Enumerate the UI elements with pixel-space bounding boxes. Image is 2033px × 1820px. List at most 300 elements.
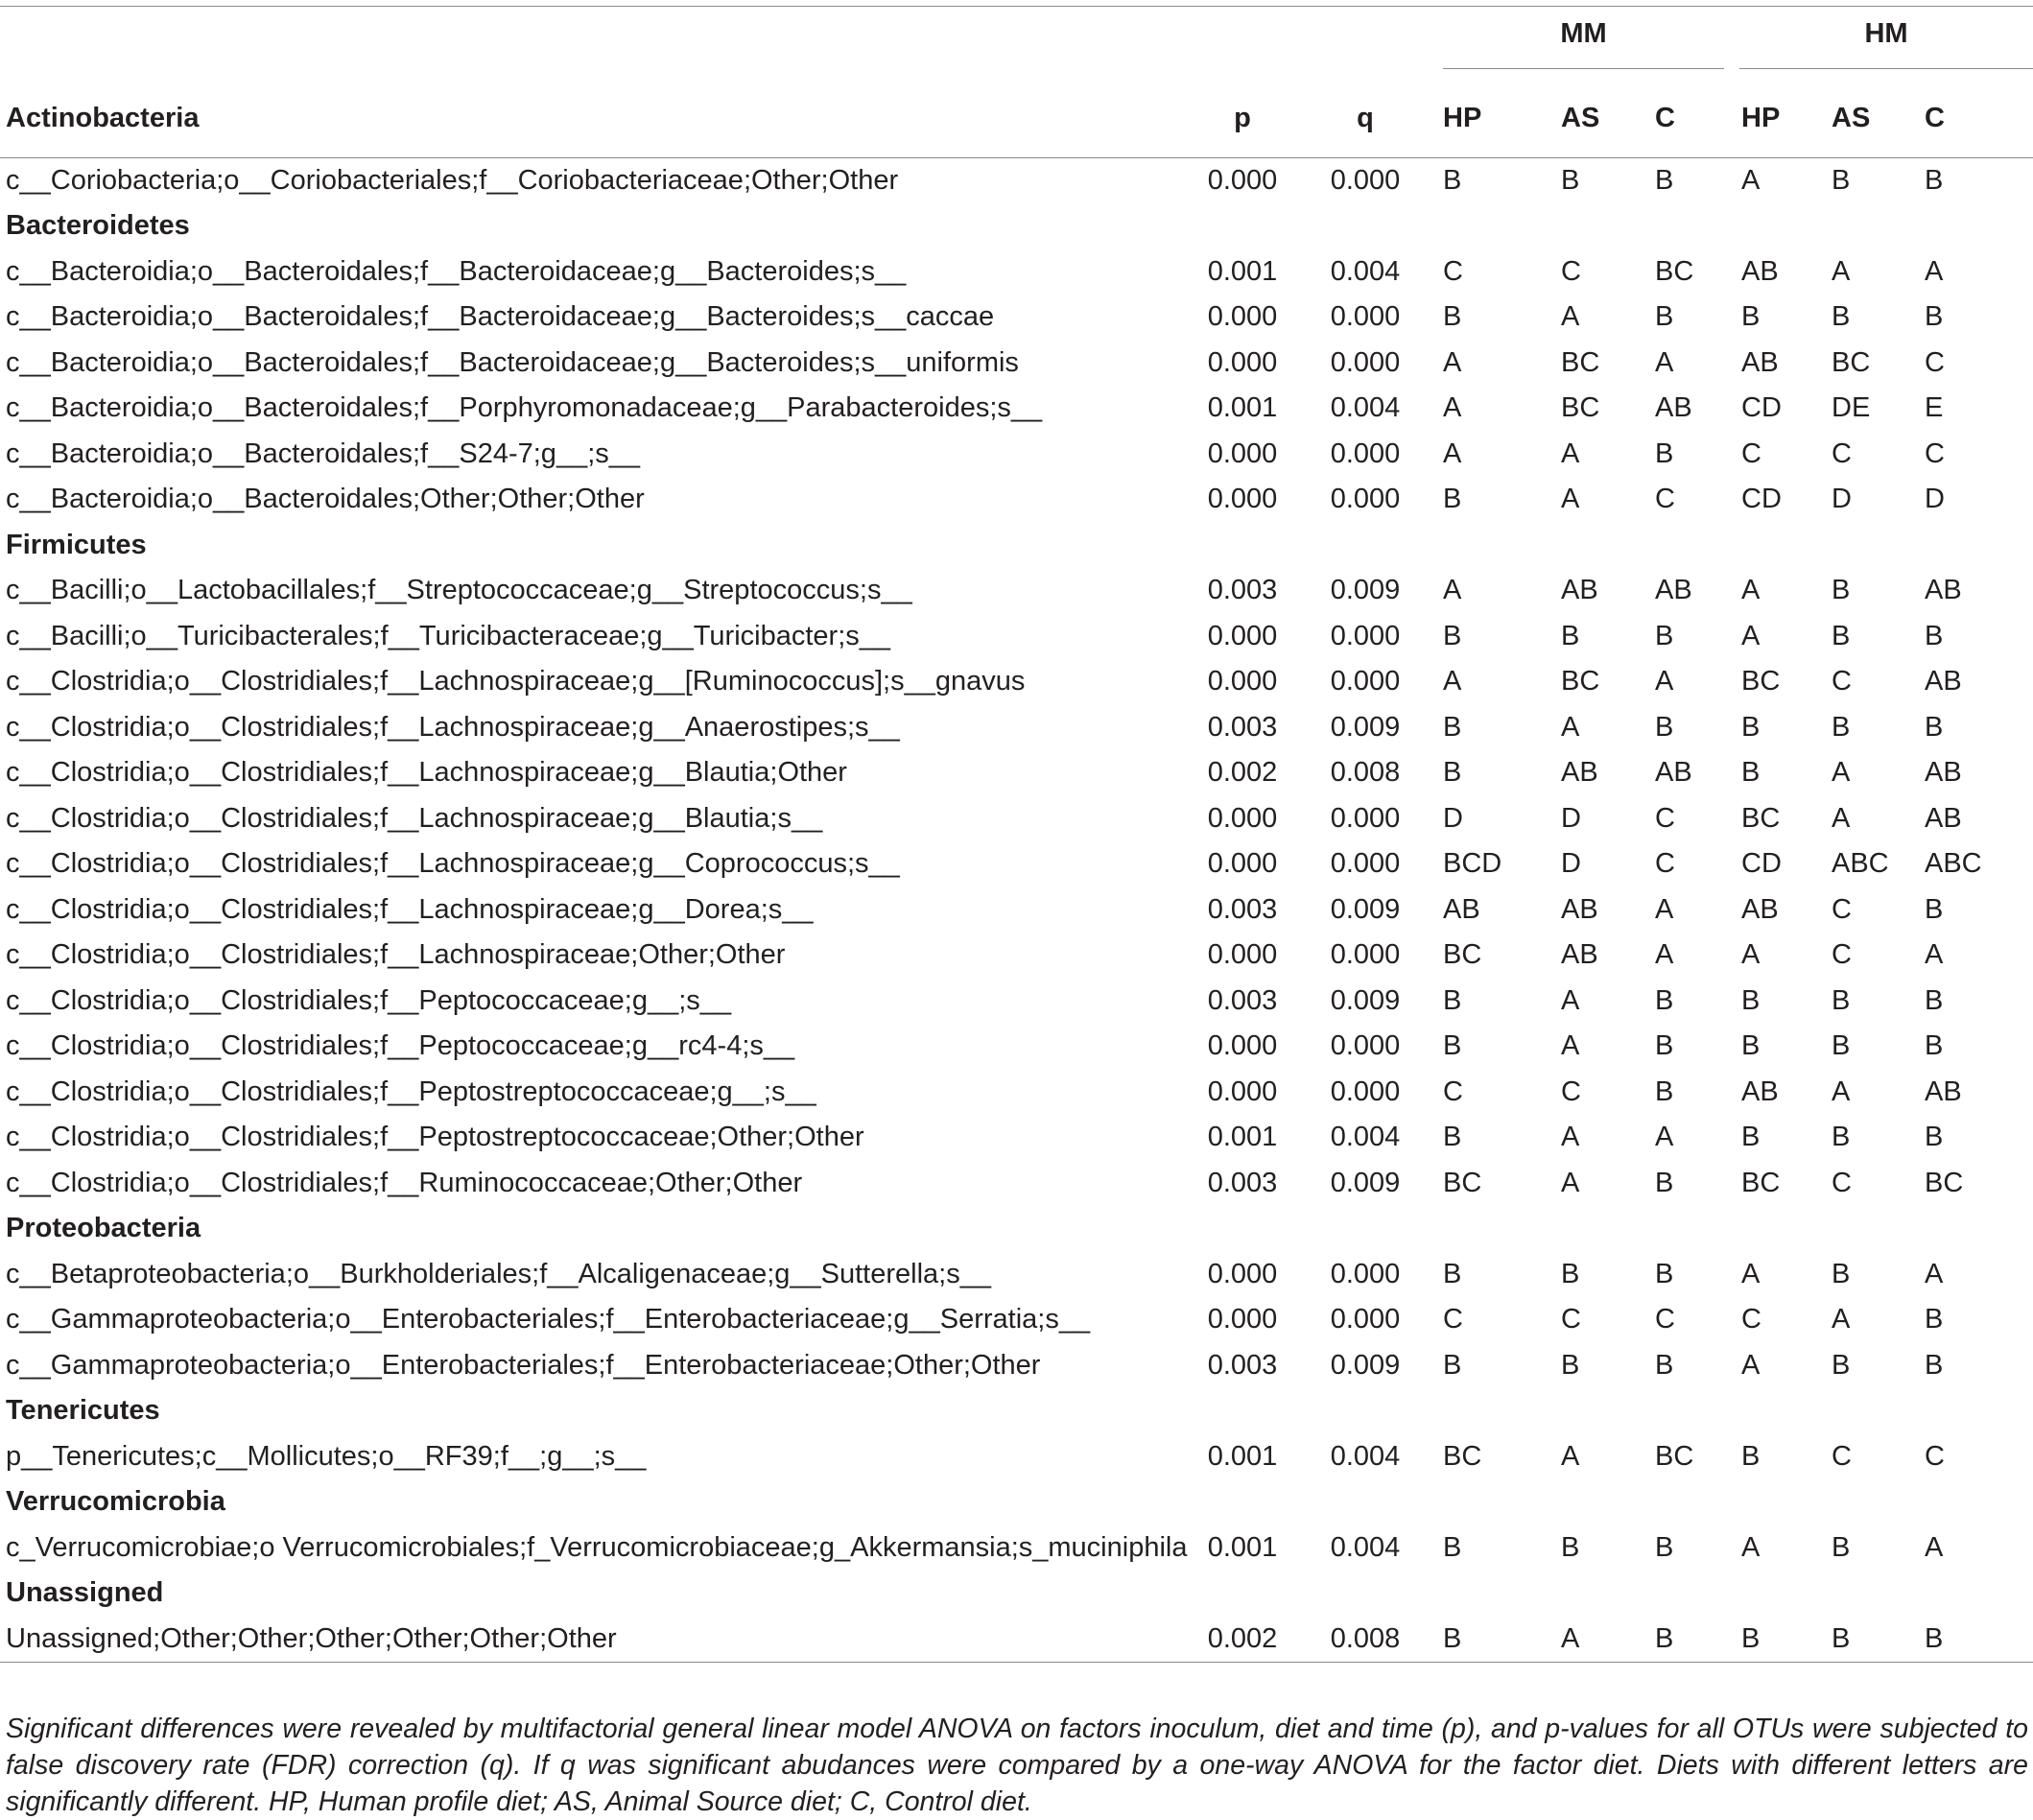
phylum-row-spacer bbox=[1549, 1479, 1643, 1525]
q-value: 0.004 bbox=[1330, 392, 1401, 424]
phylum-row-spacer bbox=[1186, 523, 1299, 569]
hm-hp-letter: CD bbox=[1741, 848, 1782, 880]
table-row bbox=[0, 1297, 2033, 1343]
mm-hp-letter: B bbox=[1431, 1617, 1549, 1663]
mm-c-letter: B bbox=[1655, 620, 1674, 651]
table-row bbox=[0, 1161, 2033, 1207]
mm-as-letter: A bbox=[1549, 1617, 1643, 1663]
mm-hp-letter: A bbox=[1443, 666, 1462, 697]
phylum-row-spacer bbox=[1431, 523, 1549, 569]
otu-taxon: c__Clostridia;o__Clostridiales;f__Lachnospiraceae;g__Anaerostipes;s__ bbox=[6, 711, 900, 743]
q-value: 0.008 bbox=[1330, 757, 1401, 789]
table-row bbox=[0, 1115, 2033, 1161]
hm-as-letter: B bbox=[1832, 1258, 1851, 1289]
phylum-row-spacer bbox=[1299, 1206, 1431, 1252]
table-row bbox=[0, 477, 2033, 523]
hm-as-letter: B bbox=[1832, 711, 1851, 743]
mm-c-letter: BC bbox=[1655, 255, 1694, 287]
hm-c-letter: AB bbox=[1925, 666, 1962, 697]
otu-taxon: c__Betaproteobacteria;o__Burkholderiales;f__Alcaligenaceae;g__Sutterella;s__ bbox=[6, 1258, 991, 1289]
phylum-row-spacer bbox=[1820, 1571, 1913, 1617]
phylum-row-spacer bbox=[1186, 203, 1299, 249]
otu-taxon: c__Clostridia;o__Clostridiales;f__Lachnospiraceae;Other;Other bbox=[6, 939, 786, 971]
hm-hp-letter: B bbox=[1741, 1030, 1761, 1062]
otu-taxon: c__Clostridia;o__Clostridiales;f__Lachnospiraceae;g__[Ruminococcus];s__gnavus bbox=[6, 666, 1026, 697]
hm-c-letter: B bbox=[1925, 984, 1944, 1016]
hm-hp-letter: A bbox=[1741, 1258, 1761, 1289]
hm-hp-letter: A bbox=[1741, 1531, 1761, 1563]
mm-hp-letter: B bbox=[1443, 984, 1462, 1016]
mm-c-letter: B bbox=[1655, 1349, 1674, 1381]
phylum-header: Actinobacteria bbox=[0, 81, 1186, 158]
q-value: 0.000 bbox=[1330, 301, 1401, 333]
phylum-row-spacer bbox=[1643, 523, 1730, 569]
hm-as-letter: C bbox=[1832, 1440, 1852, 1472]
phylum-row-spacer bbox=[1730, 1571, 1820, 1617]
q-value: 0.009 bbox=[1330, 711, 1401, 743]
mm-hp-letter: B bbox=[1443, 484, 1462, 515]
hm-c-letter: B bbox=[1925, 1349, 1944, 1381]
otu-taxon: c__Clostridia;o__Clostridiales;f__Lachnospiraceae;g__Blautia;s__ bbox=[6, 802, 823, 834]
q-value: 0.000 bbox=[1330, 939, 1401, 971]
mm-as-letter: B bbox=[1561, 165, 1580, 196]
mm-as-letter: B bbox=[1561, 1258, 1580, 1289]
hm-as-letter: BC bbox=[1832, 346, 1871, 378]
mm-as-letter: AB bbox=[1561, 939, 1598, 971]
column-header-hm-as: AS bbox=[1820, 81, 1913, 158]
table-row bbox=[0, 1070, 2033, 1116]
phylum-row-spacer bbox=[1431, 1388, 1549, 1434]
otu-taxon: c__Clostridia;o__Clostridiales;f__Lachnospiraceae;g__Coprococcus;s__ bbox=[6, 848, 900, 880]
mm-hp-letter: D bbox=[1443, 802, 1463, 834]
phylum-row-spacer bbox=[1431, 203, 1549, 249]
mm-c-letter: A bbox=[1655, 893, 1674, 925]
phylum-row-spacer bbox=[1431, 1571, 1549, 1617]
otu-taxon: c__Clostridia;o__Clostridiales;f__Peptococcaceae;g__rc4-4;s__ bbox=[6, 1030, 795, 1062]
otu-taxon: c__Bacteroidia;o__Bacteroidales;Other;Other;Other bbox=[6, 484, 645, 515]
hm-c-letter: AB bbox=[1925, 757, 1962, 789]
p-value: 0.001 bbox=[1207, 392, 1278, 424]
hm-as-letter: DE bbox=[1832, 392, 1871, 424]
hm-hp-letter: B bbox=[1741, 984, 1761, 1016]
table-row bbox=[0, 1024, 2033, 1070]
q-value: 0.000 bbox=[1330, 165, 1401, 196]
phylum-row bbox=[0, 523, 2033, 569]
phylum-row-spacer bbox=[1913, 523, 2033, 569]
q-value: 0.000 bbox=[1330, 620, 1401, 651]
mm-hp-letter: A bbox=[1443, 346, 1462, 378]
p-value: 0.000 bbox=[1207, 939, 1278, 971]
table-row bbox=[0, 933, 2033, 979]
otu-taxon: c__Bacilli;o__Turicibacterales;f__Turicibacteraceae;g__Turicibacter;s__ bbox=[6, 620, 891, 651]
otu-taxon: c__Clostridia;o__Clostridiales;f__Peptostreptococcaceae;Other;Other bbox=[6, 1122, 864, 1153]
mm-hp-letter: C bbox=[1443, 1075, 1463, 1107]
hm-hp-letter: AB bbox=[1741, 255, 1779, 287]
q-value: 0.004 bbox=[1330, 1440, 1401, 1472]
phylum-row-spacer bbox=[1549, 1388, 1643, 1434]
phylum-row-spacer bbox=[1431, 1479, 1549, 1525]
q-value: 0.009 bbox=[1330, 1349, 1401, 1381]
otu-taxon: c__Clostridia;o__Clostridiales;f__Lachnospiraceae;g__Blautia;Other bbox=[6, 757, 847, 789]
hm-c-letter: C bbox=[1925, 1440, 1945, 1472]
table-footnote: Significant differences were revealed by multifactorial general linear model ANOVA on factors inoculum, diet and time (p), and p-values for all OTUs were subjected to false discovery rate (FDR) correction (q). If q was significant abudances were compared by a one-way ANOVA for the factor diet. Diets with different letters are significantly different. HP, Human profile diet; AS, Animal Source diet; C, Control diet. bbox=[6, 1713, 2028, 1817]
q-value: 0.004 bbox=[1330, 1531, 1401, 1563]
hm-as-letter: C bbox=[1832, 1167, 1852, 1198]
p-value: 0.003 bbox=[1207, 1349, 1278, 1381]
hm-as-letter: C bbox=[1832, 666, 1852, 697]
mm-c-letter: C bbox=[1655, 1304, 1675, 1335]
hm-hp-letter: AB bbox=[1741, 893, 1779, 925]
otu-taxon: p__Tenericutes;c__Mollicutes;o__RF39;f__;g__;s__ bbox=[6, 1440, 647, 1472]
mm-hp-letter: B bbox=[1443, 711, 1462, 743]
hm-hp-letter: CD bbox=[1741, 392, 1782, 424]
p-value: 0.001 bbox=[1207, 1440, 1278, 1472]
group-header-hm-label: HM bbox=[1739, 18, 2033, 69]
hm-c-letter: B bbox=[1925, 165, 1944, 196]
otu-taxon: c_Verrucomicrobiae;o Verrucomicrobiales;f_Verrucomicrobiaceae;g_Akkermansia;s_muciniphila bbox=[6, 1531, 1188, 1563]
otu-taxon: c__Gammaproteobacteria;o__Enterobacteriales;f__Enterobacteriaceae;Other;Other bbox=[6, 1349, 1041, 1381]
phylum-row-spacer bbox=[1820, 523, 1913, 569]
otu-taxon: Unassigned;Other;Other;Other;Other;Other;Other bbox=[0, 1617, 1186, 1663]
table-row bbox=[0, 386, 2033, 432]
hm-hp-letter: A bbox=[1741, 620, 1761, 651]
hm-c-letter: C bbox=[1925, 346, 1945, 378]
otu-taxon: c__Bacteroidia;o__Bacteroidales;f__Bacteroidaceae;g__Bacteroides;s__ bbox=[6, 255, 907, 287]
p-value: 0.001 bbox=[1207, 255, 1278, 287]
mm-c-letter: B bbox=[1655, 301, 1674, 333]
mm-hp-letter: B bbox=[1443, 1349, 1462, 1381]
mm-hp-letter: AB bbox=[1443, 893, 1480, 925]
mm-hp-letter: B bbox=[1443, 301, 1462, 333]
phylum-row-spacer bbox=[1299, 1479, 1431, 1525]
mm-c-letter: A bbox=[1655, 666, 1674, 697]
phylum-row-spacer bbox=[1643, 1388, 1730, 1434]
p-value: 0.003 bbox=[1207, 1167, 1278, 1198]
phylum-row-spacer bbox=[1299, 523, 1431, 569]
q-value: 0.000 bbox=[1330, 1030, 1401, 1062]
column-header-mm-as: AS bbox=[1549, 81, 1643, 158]
otu-taxon: c__Clostridia;o__Clostridiales;f__Ruminococcaceae;Other;Other bbox=[6, 1167, 803, 1198]
p-value: 0.000 bbox=[1207, 165, 1278, 196]
phylum-row-spacer bbox=[1549, 203, 1643, 249]
hm-as-letter: B bbox=[1832, 165, 1851, 196]
mm-as-letter: D bbox=[1561, 802, 1581, 834]
mm-c-letter: A bbox=[1655, 1122, 1674, 1153]
column-header-hm-hp: HP bbox=[1730, 81, 1820, 158]
phylum-row-spacer bbox=[1730, 1206, 1820, 1252]
mm-c-letter: B bbox=[1655, 1075, 1674, 1107]
otu-table bbox=[0, 6, 2033, 1663]
mm-hp-letter: BCD bbox=[1443, 848, 1502, 880]
mm-as-letter: A bbox=[1561, 1122, 1580, 1153]
p-value: 0.001 bbox=[1207, 1531, 1278, 1563]
q-value: 0.000 bbox=[1330, 1258, 1401, 1289]
phylum-row-spacer bbox=[1186, 1479, 1299, 1525]
phylum-row-spacer bbox=[1186, 1388, 1299, 1434]
p-value: 0.000 bbox=[1207, 1258, 1278, 1289]
p-value: 0.000 bbox=[1207, 484, 1278, 515]
hm-hp-letter: B bbox=[1741, 301, 1761, 333]
table-row bbox=[0, 1343, 2033, 1389]
p-value: 0.003 bbox=[1207, 575, 1278, 606]
table-row bbox=[0, 659, 2033, 705]
header-spacer bbox=[1186, 7, 1299, 81]
p-value: 0.000 bbox=[1207, 666, 1278, 697]
hm-hp-letter: BC bbox=[1741, 666, 1781, 697]
q-value: 0.000 bbox=[1330, 484, 1401, 515]
column-header-p: p bbox=[1186, 81, 1299, 158]
mm-as-letter: AB bbox=[1561, 893, 1598, 925]
mm-hp-letter: B bbox=[1443, 620, 1462, 651]
otu-taxon: c__Coriobacteria;o__Coriobacteriales;f__Coriobacteriaceae;Other;Other bbox=[6, 165, 899, 196]
hm-c-letter: B bbox=[1925, 1304, 1944, 1335]
q-value: 0.000 bbox=[1330, 1075, 1401, 1107]
group-header-mm-label: MM bbox=[1443, 18, 1724, 69]
p-value: 0.003 bbox=[1207, 984, 1278, 1016]
mm-c-letter: B bbox=[1655, 1258, 1674, 1289]
hm-hp-letter: BC bbox=[1741, 1167, 1781, 1198]
phylum-row-spacer bbox=[1431, 1206, 1549, 1252]
p-value: 0.003 bbox=[1207, 893, 1278, 925]
phylum-row-spacer bbox=[1186, 1571, 1299, 1617]
mm-hp-letter: A bbox=[1443, 392, 1462, 424]
hm-as-letter: B bbox=[1832, 1349, 1851, 1381]
p-value: 0.000 bbox=[1207, 848, 1278, 880]
column-header-row bbox=[0, 81, 2033, 158]
mm-as-letter: AB bbox=[1561, 575, 1598, 606]
p-value: 0.000 bbox=[1207, 1030, 1278, 1062]
mm-c-letter: AB bbox=[1655, 757, 1692, 789]
table-row bbox=[0, 568, 2033, 614]
mm-hp-letter: B bbox=[1443, 1122, 1462, 1153]
mm-as-letter: C bbox=[1561, 1075, 1581, 1107]
otu-taxon: c__Bacteroidia;o__Bacteroidales;f__Bacteroidaceae;g__Bacteroides;s__caccae bbox=[6, 301, 995, 333]
otu-taxon: c__Bacteroidia;o__Bacteroidales;f__Bacteroidaceae;g__Bacteroides;s__uniformis bbox=[6, 346, 1019, 378]
hm-as-letter: A bbox=[1832, 1304, 1851, 1335]
phylum-row-spacer bbox=[1549, 523, 1643, 569]
hm-c-letter: B bbox=[1925, 711, 1944, 743]
otu-taxon: c__Clostridia;o__Clostridiales;f__Lachnospiraceae;g__Dorea;s__ bbox=[6, 893, 814, 925]
p-value: 0.002 bbox=[1186, 1617, 1299, 1663]
mm-c-letter: C bbox=[1655, 848, 1675, 880]
hm-c-letter: ABC bbox=[1925, 848, 1982, 880]
phylum-row-spacer bbox=[1820, 203, 1913, 249]
column-header-hm-c: C bbox=[1913, 81, 2033, 158]
mm-hp-letter: B bbox=[1443, 1258, 1462, 1289]
phylum-row-spacer bbox=[1820, 1388, 1913, 1434]
mm-c-letter: B bbox=[1655, 984, 1674, 1016]
hm-as-letter: B bbox=[1832, 1030, 1851, 1062]
hm-c-letter: E bbox=[1925, 392, 1944, 424]
table-row bbox=[0, 1252, 2033, 1298]
p-value: 0.001 bbox=[1207, 1122, 1278, 1153]
hm-c-letter: C bbox=[1925, 437, 1945, 469]
table-row bbox=[0, 432, 2033, 478]
mm-as-letter: A bbox=[1561, 984, 1580, 1016]
mm-as-letter: A bbox=[1561, 437, 1580, 469]
table-row bbox=[0, 1434, 2033, 1480]
phylum-row-spacer bbox=[1299, 1571, 1431, 1617]
mm-as-letter: BC bbox=[1561, 346, 1600, 378]
phylum-row-spacer bbox=[1643, 1206, 1730, 1252]
mm-c-letter: B bbox=[1655, 165, 1674, 196]
table-row bbox=[0, 796, 2033, 842]
hm-hp-letter: BC bbox=[1741, 802, 1781, 834]
phylum-row bbox=[0, 1388, 2033, 1434]
q-value: 0.000 bbox=[1330, 666, 1401, 697]
hm-as-letter: B bbox=[1832, 620, 1851, 651]
hm-hp-letter: A bbox=[1741, 575, 1761, 606]
mm-c-letter: B bbox=[1655, 711, 1674, 743]
mm-hp-letter: BC bbox=[1443, 1167, 1482, 1198]
hm-as-letter: B bbox=[1820, 1617, 1913, 1663]
mm-as-letter: C bbox=[1561, 1304, 1581, 1335]
hm-c-letter: B bbox=[1925, 1030, 1944, 1062]
mm-as-letter: BC bbox=[1561, 666, 1600, 697]
p-value: 0.000 bbox=[1207, 301, 1278, 333]
phylum-label: Tenericutes bbox=[6, 1395, 160, 1427]
mm-c-letter: C bbox=[1655, 484, 1675, 515]
phylum-row-spacer bbox=[1643, 1571, 1730, 1617]
mm-hp-letter: B bbox=[1443, 1030, 1462, 1062]
hm-as-letter: A bbox=[1832, 802, 1851, 834]
q-value: 0.009 bbox=[1330, 893, 1401, 925]
phylum-row-spacer bbox=[1913, 1206, 2033, 1252]
hm-as-letter: C bbox=[1832, 893, 1852, 925]
q-value: 0.008 bbox=[1299, 1617, 1431, 1663]
phylum-row-spacer bbox=[1913, 1479, 2033, 1525]
hm-as-letter: ABC bbox=[1832, 848, 1889, 880]
hm-c-letter: A bbox=[1925, 255, 1944, 287]
phylum-row-spacer bbox=[1186, 1206, 1299, 1252]
p-value: 0.003 bbox=[1207, 711, 1278, 743]
mm-as-letter: A bbox=[1561, 1030, 1580, 1062]
otu-table-body bbox=[0, 158, 2033, 1663]
mm-hp-letter: B bbox=[1443, 165, 1462, 196]
hm-hp-letter: C bbox=[1741, 1304, 1761, 1335]
q-value: 0.009 bbox=[1330, 575, 1401, 606]
mm-c-letter: B bbox=[1655, 1531, 1674, 1563]
q-value: 0.009 bbox=[1330, 984, 1401, 1016]
phylum-row bbox=[0, 203, 2033, 249]
mm-as-letter: B bbox=[1561, 1531, 1580, 1563]
otu-taxon: c__Clostridia;o__Clostridiales;f__Peptococcaceae;g__;s__ bbox=[6, 984, 732, 1016]
phylum-row-spacer bbox=[1820, 1479, 1913, 1525]
table-row bbox=[0, 979, 2033, 1025]
table-row bbox=[0, 614, 2033, 660]
mm-as-letter: D bbox=[1561, 848, 1581, 880]
table-row bbox=[0, 705, 2033, 751]
phylum-label: Unassigned bbox=[6, 1577, 164, 1609]
mm-hp-letter: BC bbox=[1443, 1440, 1482, 1472]
hm-as-letter: B bbox=[1832, 301, 1851, 333]
hm-as-letter: A bbox=[1832, 757, 1851, 789]
mm-c-letter: B bbox=[1655, 1030, 1674, 1062]
otu-taxon: c__Bacilli;o__Lactobacillales;f__Streptococcaceae;g__Streptococcus;s__ bbox=[6, 575, 912, 606]
phylum-row-spacer bbox=[1730, 1479, 1820, 1525]
q-value: 0.000 bbox=[1330, 437, 1401, 469]
hm-hp-letter: C bbox=[1741, 437, 1761, 469]
hm-as-letter: C bbox=[1832, 939, 1852, 971]
hm-hp-letter: A bbox=[1741, 165, 1761, 196]
mm-c-letter: B bbox=[1643, 1617, 1730, 1663]
mm-c-letter: A bbox=[1655, 346, 1674, 378]
phylum-row-spacer bbox=[1549, 1206, 1643, 1252]
p-value: 0.002 bbox=[1207, 757, 1278, 789]
q-value: 0.004 bbox=[1330, 255, 1401, 287]
phylum-row-spacer bbox=[1730, 1388, 1820, 1434]
phylum-row-spacer bbox=[1730, 203, 1820, 249]
mm-as-letter: A bbox=[1561, 301, 1580, 333]
mm-hp-letter: BC bbox=[1443, 939, 1482, 971]
hm-as-letter: B bbox=[1832, 575, 1851, 606]
mm-hp-letter: C bbox=[1443, 1304, 1463, 1335]
mm-as-letter: AB bbox=[1561, 757, 1598, 789]
mm-c-letter: C bbox=[1655, 802, 1675, 834]
table-row bbox=[0, 295, 2033, 341]
hm-hp-letter: AB bbox=[1741, 1075, 1779, 1107]
header-spacer bbox=[1299, 7, 1431, 81]
q-value: 0.000 bbox=[1330, 848, 1401, 880]
p-value: 0.000 bbox=[1207, 802, 1278, 834]
hm-hp-letter: AB bbox=[1741, 346, 1779, 378]
mm-hp-letter: A bbox=[1443, 437, 1462, 469]
column-header-mm-hp: HP bbox=[1431, 81, 1549, 158]
hm-as-letter: B bbox=[1832, 984, 1851, 1016]
q-value: 0.000 bbox=[1330, 802, 1401, 834]
mm-as-letter: A bbox=[1561, 1167, 1580, 1198]
mm-as-letter: A bbox=[1561, 711, 1580, 743]
table-row bbox=[0, 158, 2033, 204]
mm-c-letter: B bbox=[1655, 437, 1674, 469]
phylum-row-spacer bbox=[1913, 1571, 2033, 1617]
hm-as-letter: B bbox=[1832, 1531, 1851, 1563]
otu-taxon: c__Gammaproteobacteria;o__Enterobacteriales;f__Enterobacteriaceae;g__Serratia;s__ bbox=[6, 1304, 1091, 1335]
table-row bbox=[0, 1617, 2033, 1663]
mm-as-letter: C bbox=[1561, 255, 1581, 287]
mm-c-letter: A bbox=[1655, 939, 1674, 971]
group-header-mm bbox=[1431, 7, 1730, 81]
column-header-q: q bbox=[1299, 81, 1431, 158]
phylum-row-spacer bbox=[1299, 1388, 1431, 1434]
hm-as-letter: A bbox=[1832, 255, 1851, 287]
mm-c-letter: AB bbox=[1655, 392, 1692, 424]
table-row bbox=[0, 750, 2033, 796]
hm-c-letter: A bbox=[1925, 939, 1944, 971]
phylum-row-spacer bbox=[1549, 1571, 1643, 1617]
phylum-label: Verrucomicrobia bbox=[6, 1486, 225, 1518]
phylum-row-spacer bbox=[1299, 203, 1431, 249]
p-value: 0.000 bbox=[1207, 1304, 1278, 1335]
mm-as-letter: BC bbox=[1561, 392, 1600, 424]
hm-c-letter: AB bbox=[1925, 802, 1962, 834]
phylum-row bbox=[0, 1206, 2033, 1252]
table-row bbox=[0, 341, 2033, 387]
hm-c-letter: B bbox=[1913, 1617, 2033, 1663]
hm-c-letter: AB bbox=[1925, 575, 1962, 606]
q-value: 0.009 bbox=[1330, 1167, 1401, 1198]
otu-taxon: c__Bacteroidia;o__Bacteroidales;f__Porphyromonadaceae;g__Parabacteroides;s__ bbox=[6, 392, 1043, 424]
q-value: 0.000 bbox=[1330, 1304, 1401, 1335]
hm-hp-letter: A bbox=[1741, 939, 1761, 971]
phylum-row bbox=[0, 1571, 2033, 1617]
hm-c-letter: B bbox=[1925, 893, 1944, 925]
q-value: 0.004 bbox=[1330, 1122, 1401, 1153]
hm-hp-letter: B bbox=[1741, 711, 1761, 743]
phylum-row bbox=[0, 1479, 2033, 1525]
q-value: 0.000 bbox=[1330, 346, 1401, 378]
hm-as-letter: C bbox=[1832, 437, 1852, 469]
